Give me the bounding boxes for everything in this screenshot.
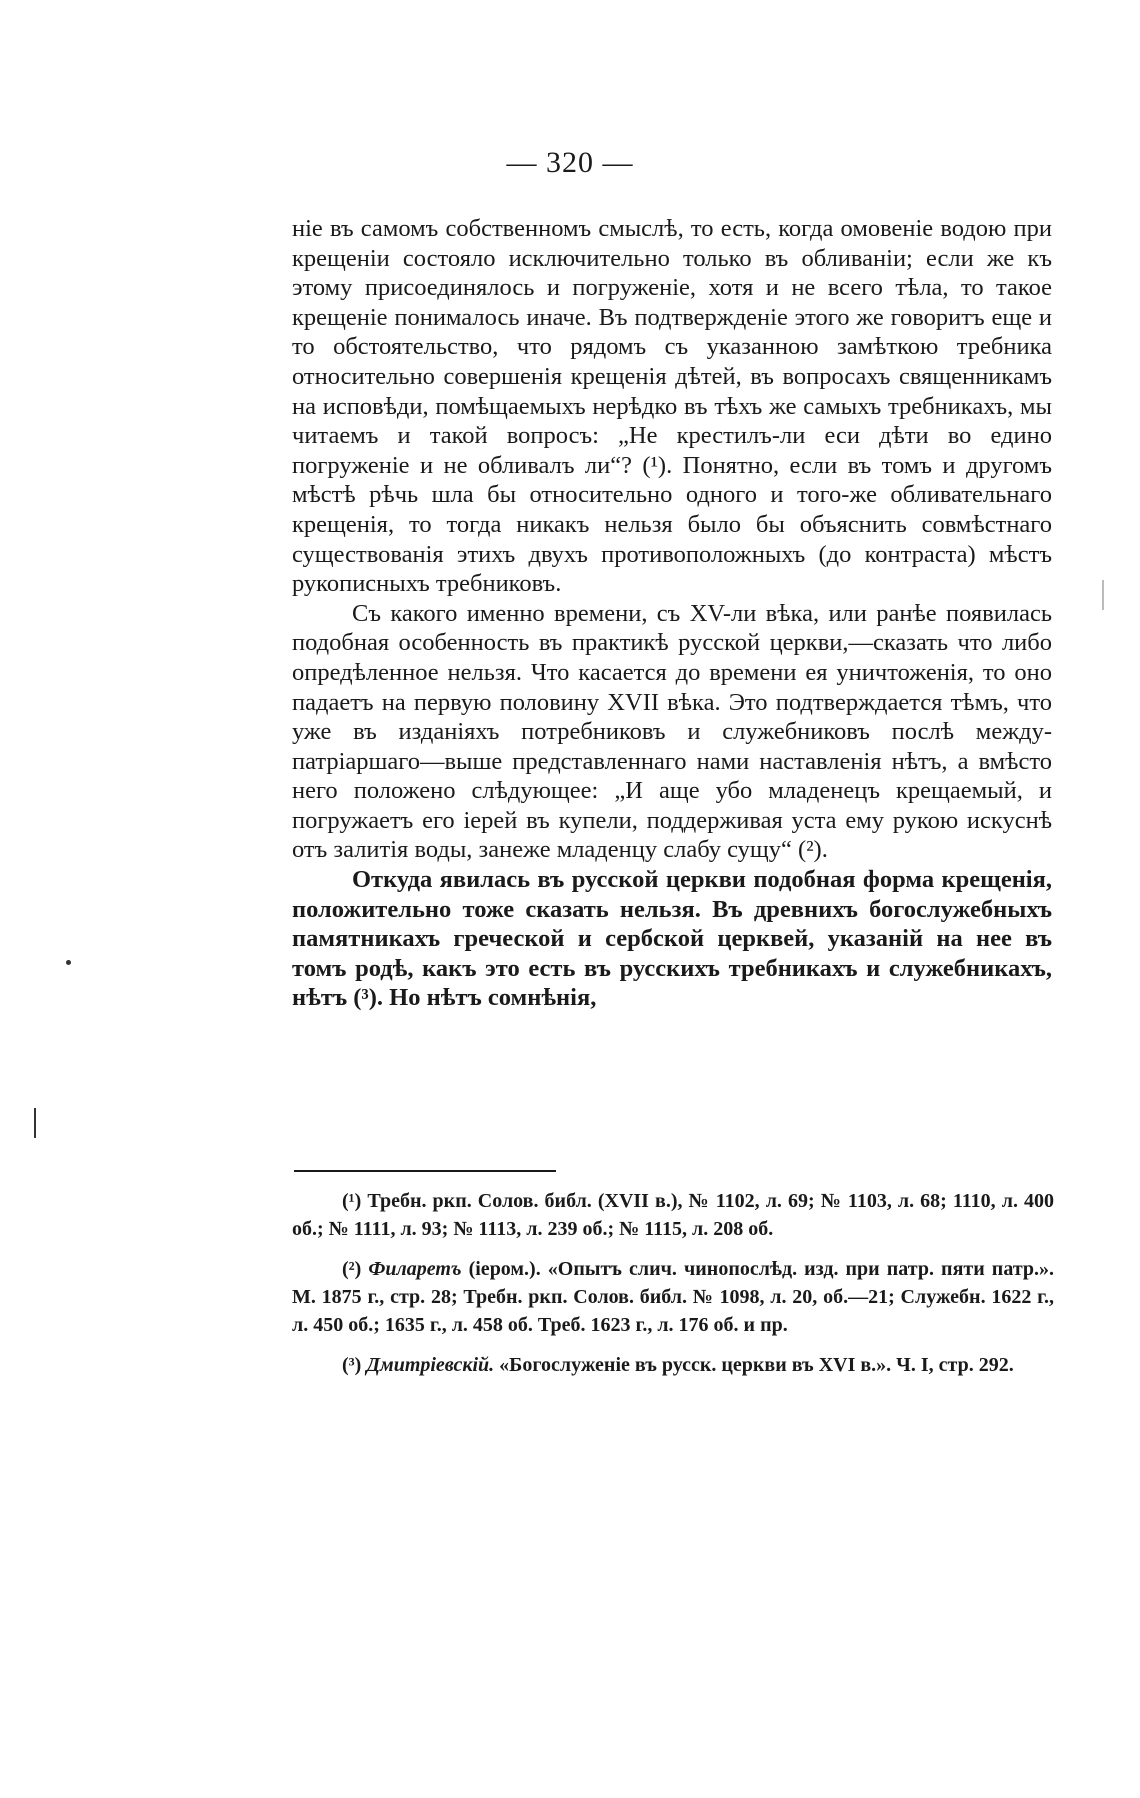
footnote-2 (292, 1255, 1054, 1339)
paragraph-1: ніе въ самомъ собственномъ смыслѣ, то есть, когда омовеніе водою при крещеніи состояло исключительно только въ обливаніи; если же къ этому присоединялось и погруженіе, хотя и не всего тѣла, то такое крещеніе понималось иначе. Въ подтвержденіе этого же говоритъ еще и то обстоятельство, что рядомъ съ указанною замѣткою требника относительно совершенія крещенія дѣтей, въ вопросахъ священникамъ на исповѣди, помѣщаемыхъ нерѣдко въ тѣхъ же самыхъ требникахъ, мы читаемъ и такой вопросъ: „Не крестилъ-ли еси дѣти во едино погруженіе и не обливалъ ли“? (¹). Понятно, если въ томъ и другомъ мѣстѣ рѣчь шла бы относительно одного и того-же обливательнаго крещенія, то тогда никакъ нельзя было бы объяснить совмѣстнаго существованія этихъ двухъ противоположныхъ (до контраста) мѣстъ рукописныхъ требниковъ. (292, 215, 1052, 598)
footnote-3-text: «Богослуженіе въ русск. церкви въ XVI в.». Ч. I, стр. 292. (499, 1354, 1014, 1376)
footnote-1-text: Требн. ркп. Солов. библ. (XVII в.), № 1102, л. 69; № 1103, л. 68; 1110, л. 400 об.; № 1111, л. 93; № 1113, л. 239 об.; № 1115, л. 208 об. (292, 1190, 1055, 1240)
scan-speck (66, 960, 71, 965)
footnote-2-mark: (²) (342, 1258, 362, 1280)
paragraph-3: Откуда явилась въ русской церкви подобная форма крещенія, положительно тоже сказать нельзя. Въ древнихъ богослужебныхъ памятникахъ греческой и сербской церквей, указаній на нее въ томъ родѣ, какъ это есть въ русскихъ требникахъ и служебникахъ, нѣтъ (³). Но нѣтъ сомнѣнія, (292, 866, 1052, 1012)
paragraph-2: Съ какого именно времени, съ XV-ли вѣка, или ранѣе появилась подобная особенность въ практикѣ русской церкви,—сказать что либо опредѣленное нельзя. Что касается до времени ея уничтоженія, то оно падаетъ на первую половину XVII вѣка. Это подтверждается тѣмъ, что уже въ изданіяхъ потребниковъ и служебниковъ послѣ между-патріаршаго—выше представленнаго нами наставленія нѣтъ, а вмѣсто него положено слѣдующее: „И аще убо младенецъ крещаемый, и погружаетъ его іерей въ купели, поддерживая уста ему рукою искуснѣ отъ залитія воды, занеже младенцу слабу сущу“ (²). (292, 599, 1052, 864)
footnote-3-author: Дмитріевскій. (366, 1354, 495, 1376)
footnote-3-mark: (³) (342, 1354, 362, 1376)
footnote-divider (294, 1170, 556, 1172)
footnote-1-mark: (¹) (342, 1190, 362, 1212)
footnote-1 (292, 1187, 1054, 1243)
page-number: — 320 — (506, 146, 634, 179)
body-text (292, 214, 1052, 1013)
footnote-2-author: Филаретъ (368, 1258, 462, 1280)
scan-margin-line (34, 1108, 36, 1138)
footnote-2-text: (іером.). «Опытъ слич. чинопослѣд. изд. при патр. пяти патр.». М. 1875 г., стр. 28; Требн. ркп. Солов. библ. № 1098, л. 20, об.—21; Служебн. 1622 г., л. 450 об.; 1635 г., л. 458 об. Треб. 1623 г., л. 176 об. и пр. (292, 1258, 1055, 1336)
scan-margin-line-right (1102, 580, 1104, 610)
footnotes (292, 1187, 1054, 1391)
footnote-3 (292, 1351, 1054, 1379)
